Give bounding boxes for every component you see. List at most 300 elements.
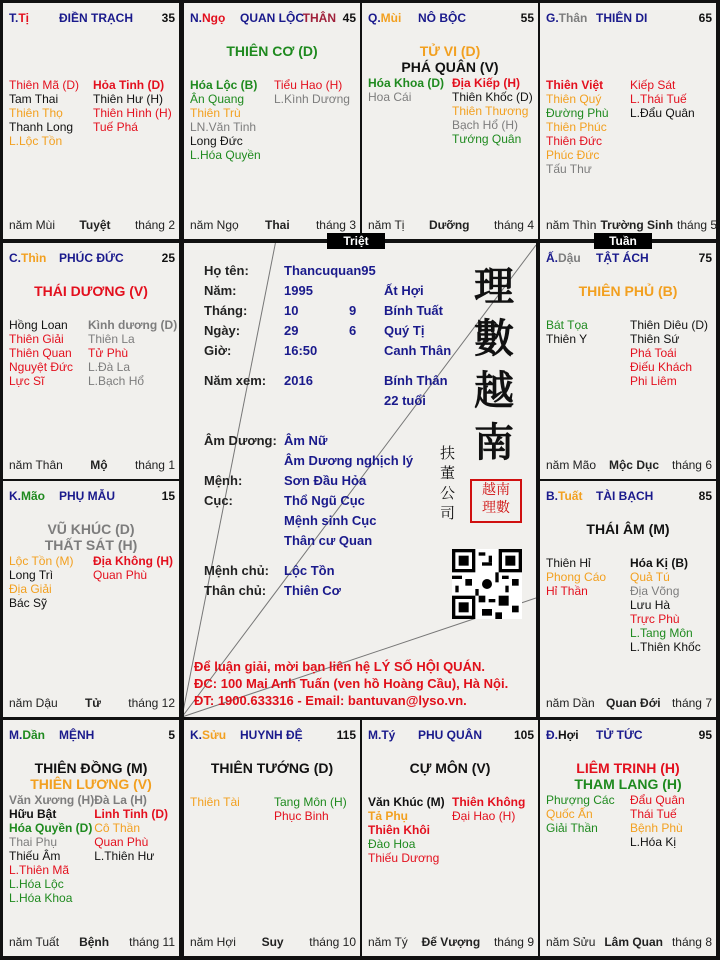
minor-star: Lực Sĩ — [9, 374, 45, 388]
cuc-label: Cục: — [204, 493, 233, 508]
minor-star: L.Thiên Hư — [94, 849, 155, 863]
minor-star: L.Đẩu Quân — [630, 106, 695, 120]
major-period-age: 75 — [698, 251, 712, 265]
star-column-right — [630, 556, 714, 654]
major-period-age: 115 — [336, 728, 356, 742]
month-label: tháng 9 — [493, 935, 534, 949]
contact-info — [194, 658, 508, 709]
name-value: Thancuquan95 — [284, 263, 376, 278]
branch-name: Sửu — [202, 728, 227, 742]
minor-star: Thiên Thương — [452, 104, 529, 118]
menh-value: Sơn Đầu Hỏa — [284, 473, 367, 488]
qr-code[interactable] — [452, 549, 522, 619]
hour-can-chi: Canh Thân — [384, 343, 452, 358]
main-star: THÁI DƯƠNG (V) — [34, 283, 148, 299]
view-year-can-chi: Bính Thân — [384, 373, 448, 388]
major-period-age: 5 — [168, 728, 175, 742]
palace-footer — [368, 218, 534, 232]
palace-cell-0[interactable] — [3, 3, 179, 239]
month-label: Tháng: — [204, 303, 248, 318]
life-stage: Dưỡng — [428, 218, 470, 232]
major-period-age: 95 — [698, 728, 712, 742]
star-column-right — [88, 318, 177, 388]
branch-name: Ngọ — [202, 11, 226, 25]
year-label: năm Thìn — [546, 218, 597, 232]
minor-star: Nguyệt Đức — [9, 360, 74, 374]
minor-star: Tướng Quân — [452, 132, 522, 146]
star-column-left — [546, 556, 630, 654]
minor-star: Thiên Quý — [546, 92, 602, 106]
life-stage: Quan Đới — [606, 696, 661, 710]
minor-star: Thiên Việt — [546, 78, 604, 92]
day-label: Ngày: — [204, 323, 241, 338]
main-stars — [540, 521, 716, 537]
tuan-marker: Tuần — [594, 233, 652, 249]
minor-star: L.Hóa Lộc — [9, 877, 64, 891]
main-star: THIÊN LƯƠNG (V) — [30, 776, 152, 792]
stem-prefix: Đ. — [546, 728, 558, 742]
palace-header — [546, 251, 712, 267]
minor-star: Bạch Hổ (H) — [452, 118, 519, 132]
minor-star: Đào Hoa — [368, 837, 416, 851]
minor-star: Thiên Trù — [190, 106, 241, 120]
star-column-left — [368, 76, 452, 146]
minor-star: Cô Thần — [94, 821, 141, 835]
main-star: THIÊN CƠ (D) — [226, 43, 318, 59]
minor-star: Phi Liêm — [630, 374, 677, 388]
minor-star: Phá Toái — [630, 346, 677, 360]
palace-header — [368, 728, 534, 744]
minor-star: Tấu Thư — [546, 162, 592, 176]
minor-star: Văn Khúc (M) — [368, 795, 445, 809]
main-star: THIÊN ĐỒNG (M) — [34, 760, 148, 776]
minor-star: Thiên Hỉ — [546, 556, 591, 570]
minor-star: Long Trì — [9, 568, 54, 582]
minor-star: Hóa Kị (B) — [630, 556, 688, 570]
minor-star: Đại Hao (H) — [452, 809, 516, 823]
palace-footer — [9, 935, 175, 949]
minor-star: Long Đức — [190, 134, 243, 148]
minor-star: Linh Tinh (D) — [94, 807, 168, 821]
minor-star: Thiếu Dương — [368, 851, 440, 865]
year-label: năm Tị — [368, 218, 405, 232]
stem-prefix: N. — [190, 11, 202, 25]
star-column-left — [368, 795, 452, 865]
year-label: năm Tuất — [9, 935, 60, 949]
minor-stars — [190, 795, 358, 823]
minor-star: Địa Võng — [630, 584, 680, 598]
cuc-note-2: Thân cư Quan — [284, 533, 373, 548]
main-star: PHÁ QUÂN (V) — [401, 59, 499, 75]
minor-star: Phúc Đức — [546, 148, 600, 162]
branch-name: Tý — [381, 728, 396, 742]
branch-name: Mão — [21, 489, 45, 503]
day-value: 29 — [284, 323, 299, 338]
branch-name: Dần — [22, 728, 46, 742]
than-chu-label: Thân chủ: — [204, 583, 267, 598]
main-star: THIÊN PHỦ (B) — [578, 283, 678, 299]
palace-name: THIÊN DI — [596, 11, 648, 25]
month-label: tháng 8 — [671, 935, 712, 949]
minor-star: Thiên Y — [546, 332, 588, 346]
stem-prefix: T. — [9, 11, 19, 25]
minor-star: L.Lộc Tồn — [9, 134, 63, 148]
menh-chu-value: Lộc Tồn — [284, 563, 335, 578]
minor-star: Phong Cáo — [546, 570, 607, 584]
year-label: năm Dậu — [9, 696, 58, 710]
minor-stars — [9, 554, 177, 610]
palace-footer — [368, 935, 534, 949]
year-value: 1995 — [284, 283, 313, 298]
palace-cell-11[interactable] — [540, 720, 716, 956]
year-label: năm Ngọ — [190, 218, 239, 232]
main-stars — [362, 760, 538, 776]
day-can-chi: Quý Tị — [384, 323, 425, 338]
palace-header — [9, 728, 175, 744]
life-stage: Đế Vượng — [421, 935, 481, 949]
life-stage: Thai — [264, 218, 290, 232]
day-lunar: 6 — [349, 323, 357, 338]
month-label: tháng 12 — [128, 696, 175, 710]
star-column-left — [546, 78, 630, 176]
minor-stars — [9, 78, 177, 148]
minor-star: Trực Phù — [630, 612, 680, 626]
month-can-chi: Bính Tuất — [384, 303, 443, 318]
minor-stars — [9, 793, 177, 905]
palace-name: NÔ BỘC — [418, 11, 466, 25]
info-panel — [184, 243, 536, 717]
minor-star: Thiên Quan — [9, 346, 72, 360]
star-column-left — [190, 795, 274, 823]
year-can-chi: Ất Hợi — [384, 283, 424, 298]
palace-footer — [9, 218, 175, 232]
minor-star: Quốc Ấn — [546, 807, 593, 821]
minor-star: Bệnh Phù — [630, 821, 683, 835]
minor-star: L.Thiên Khốc — [630, 640, 701, 654]
life-stage: Suy — [261, 935, 284, 949]
minor-star: Điếu Khách — [630, 360, 693, 374]
minor-star: Thiên Mã (D) — [9, 78, 80, 92]
palace-footer — [546, 218, 718, 232]
minor-star: Thiên Đức — [546, 134, 603, 148]
minor-star: Quan Phù — [94, 835, 149, 849]
minor-star: L.Thái Tuế — [630, 92, 687, 106]
main-stars — [3, 760, 179, 792]
main-star: THÁI ÂM (M) — [586, 521, 670, 537]
palace-footer — [9, 696, 175, 710]
star-column-right — [452, 795, 536, 865]
month-label: tháng 7 — [671, 696, 712, 710]
palace-header — [190, 728, 356, 744]
branch-name: Hợi — [558, 728, 579, 742]
year-label: năm Sửu — [546, 935, 596, 949]
hour-value: 16:50 — [284, 343, 318, 358]
main-star: VŨ KHÚC (D) — [47, 521, 135, 537]
minor-star: L.Hóa Kị — [630, 835, 677, 849]
minor-star: Hóa Lộc (B) — [190, 78, 258, 92]
star-column-left — [190, 78, 274, 162]
minor-star: Hỉ Thần — [546, 584, 588, 598]
month-label: tháng 5 — [677, 218, 718, 232]
palace-name: PHU QUÂN — [418, 728, 483, 742]
palace-footer — [9, 458, 175, 472]
palace-cell-10[interactable] — [362, 720, 538, 956]
major-period-age: 35 — [161, 11, 175, 25]
minor-star: Thiên Sứ — [630, 332, 680, 346]
stem-prefix: K. — [190, 728, 202, 742]
main-star: THAM LANG (H) — [574, 776, 682, 792]
minor-star: Thái Tuế — [630, 807, 677, 821]
palace-footer — [190, 935, 356, 949]
main-star: THẤT SÁT (H) — [44, 537, 138, 553]
palace-cell-8[interactable] — [3, 720, 179, 956]
life-stage: Mộc Dục — [608, 458, 659, 472]
minor-star: Quan Phù — [93, 568, 148, 582]
minor-stars — [9, 318, 177, 388]
year-label: năm Thân — [9, 458, 63, 472]
palace-cell-6[interactable] — [3, 481, 179, 717]
palace-footer — [546, 696, 712, 710]
star-column-left — [9, 554, 93, 610]
menh-chu-label: Mệnh chủ: — [204, 563, 269, 578]
life-stage: Tuyệt — [79, 218, 111, 232]
contact-phone-email[interactable]: ĐT: 1900.633316 - Email: bantuvan@lyso.vn. — [194, 693, 467, 708]
minor-star: Thiên Hình (H) — [93, 106, 172, 120]
main-stars — [3, 521, 179, 553]
can-chi-values — [384, 281, 451, 411]
minor-star: Lưu Hà — [630, 598, 671, 612]
minor-star: Hồng Loan — [9, 318, 68, 332]
minor-star: Tam Thai — [9, 92, 59, 106]
cuc-value: Thổ Ngũ Cục — [284, 493, 365, 508]
main-stars — [540, 760, 716, 792]
main-stars — [184, 43, 360, 59]
minor-star: Thiếu Âm — [9, 849, 61, 863]
minor-star: Thiên Phúc — [546, 120, 607, 134]
major-period-age: 105 — [513, 728, 534, 742]
month-value: 10 — [284, 303, 299, 318]
minor-stars — [546, 793, 714, 849]
minor-star: Thiên Hư (H) — [93, 92, 164, 106]
palace-cell-3[interactable] — [540, 3, 716, 239]
minor-star: Tiểu Hao (H) — [274, 78, 343, 92]
minor-star: Thiên Không — [452, 795, 526, 809]
minor-star: Đường Phù — [546, 106, 609, 120]
minor-stars — [546, 318, 714, 388]
minor-star: Thai Phụ — [9, 835, 58, 849]
cuc-note-1: Mệnh sinh Cục — [284, 513, 377, 528]
red-seal: 越南 理數 — [470, 479, 522, 523]
star-column-left — [9, 78, 93, 148]
minor-star: Đẩu Quân — [630, 793, 685, 807]
main-star: LIÊM TRINH (H) — [576, 760, 680, 776]
year-label: năm Dần — [546, 696, 595, 710]
minor-star: Tử Phù — [88, 346, 129, 360]
minor-star: Phục Binh — [274, 809, 329, 823]
minor-star: Tả Phụ — [368, 809, 409, 823]
minor-star: Kiếp Sát — [630, 78, 676, 92]
minor-star: Hữu Bật — [9, 807, 57, 821]
minor-star: Bát Tọa — [546, 318, 588, 332]
palace-name: PHÚC ĐỨC — [59, 251, 124, 265]
major-period-age: 25 — [161, 251, 175, 265]
star-column-right — [630, 318, 714, 388]
minor-star: Hóa Khoa (D) — [368, 76, 444, 90]
stem-prefix: K. — [9, 489, 21, 503]
minor-star: Thiên Thọ — [9, 106, 63, 120]
lunar-values — [349, 301, 356, 341]
palace-cell-5[interactable] — [540, 243, 716, 479]
major-period-age: 85 — [698, 489, 712, 503]
palace-header — [9, 489, 175, 505]
minor-star: Kình dương (D) — [88, 318, 178, 332]
star-column-left — [546, 318, 630, 388]
minor-star: L.Đà La — [88, 360, 131, 374]
minor-star: L.Thiên Mã — [9, 863, 70, 877]
minor-star: Đà La (H) — [94, 793, 147, 807]
star-column-right — [630, 78, 714, 176]
amduong-label: Âm Dương: — [204, 433, 277, 448]
info-labels — [204, 261, 277, 601]
life-stage: Tử — [84, 696, 101, 710]
amduong-note: Âm Dương nghịch lý — [284, 453, 414, 468]
branch-name: Tị — [18, 11, 30, 25]
palace-footer — [546, 935, 712, 949]
minor-star: L.Kình Dương — [274, 92, 350, 106]
major-period-age: 15 — [161, 489, 175, 503]
company-name-cn: 扶董公司 — [440, 444, 456, 522]
minor-star: Thiên Khôi — [368, 823, 430, 837]
star-column-right — [274, 795, 358, 823]
star-column-right — [94, 793, 177, 905]
palace-cell-1[interactable] — [184, 3, 360, 239]
palace-name: ĐIỀN TRẠCH — [59, 11, 133, 25]
hour-label: Giờ: — [204, 343, 232, 358]
minor-stars — [368, 795, 536, 865]
life-stage: Trường Sinh — [600, 218, 674, 232]
contact-line-1: Để luận giải, mời bạn liên hệ LÝ SỐ HỘI QUÁN. — [194, 659, 485, 674]
minor-stars — [546, 78, 714, 176]
branch-name: Thân — [558, 11, 588, 25]
palace-cell-7[interactable] — [540, 481, 716, 717]
star-column-left — [9, 793, 94, 905]
palace-header — [546, 728, 712, 744]
triet-marker: Triệt — [327, 233, 385, 249]
palace-header — [9, 251, 175, 267]
main-star: TỬ VI (D) — [419, 43, 481, 59]
view-year-value: 2016 — [284, 373, 313, 388]
minor-star: Thiên Tài — [190, 795, 240, 809]
month-label: tháng 2 — [134, 218, 175, 232]
minor-star: Thiên Khốc (D) — [452, 90, 533, 104]
branch-name: Dậu — [558, 251, 581, 265]
star-column-right — [274, 78, 358, 162]
minor-star: Địa Không (H) — [93, 554, 173, 568]
age-value: 22 tuổi — [384, 393, 426, 408]
palace-cell-9[interactable] — [184, 720, 360, 956]
minor-star: Thiên La — [88, 332, 135, 346]
stem-prefix: M. — [368, 728, 382, 742]
view-year-label: Năm xem: — [204, 373, 267, 388]
month-lunar: 9 — [349, 303, 357, 318]
minor-star: LN.Văn Tinh — [190, 120, 257, 134]
star-column-right — [452, 76, 536, 146]
star-column-right — [93, 554, 177, 610]
than-marker: THÂN — [302, 11, 336, 25]
major-period-age: 55 — [520, 11, 534, 25]
year-label: năm Tý — [368, 935, 408, 949]
amduong-value: Âm Nữ — [284, 433, 328, 448]
minor-star: L.Bạch Hổ — [88, 374, 145, 388]
stem-prefix: G. — [546, 11, 559, 25]
year-label: Năm: — [204, 283, 237, 298]
palace-header — [546, 489, 712, 505]
calligraphy-logo: 理數越南 — [474, 263, 514, 466]
minor-star: Lộc Tồn (M) — [9, 554, 74, 568]
stem-prefix: B. — [546, 489, 558, 503]
stem-prefix: M. — [9, 728, 23, 742]
palace-header — [9, 11, 175, 27]
palace-footer — [190, 218, 356, 232]
minor-star: L.Tang Môn — [630, 626, 693, 640]
main-stars — [184, 760, 360, 776]
minor-star: Giải Thần — [546, 821, 598, 835]
minor-star: Văn Xương (H) — [9, 793, 95, 807]
main-stars — [3, 283, 179, 299]
palace-name: PHỤ MẪU — [59, 489, 115, 503]
minor-star: L.Hóa Quyền — [190, 148, 261, 162]
life-stage: Bệnh — [79, 935, 110, 949]
palace-cell-4[interactable] — [3, 243, 179, 479]
branch-name: Tuất — [558, 489, 583, 503]
major-period-age: 65 — [698, 11, 712, 25]
palace-name: MỆNH — [59, 728, 95, 742]
palace-cell-2[interactable] — [362, 3, 538, 239]
branch-name: Thìn — [21, 251, 47, 265]
year-label: năm Hợi — [190, 935, 236, 949]
main-star: THIÊN TƯỚNG (D) — [210, 760, 334, 776]
minor-star: L.Hóa Khoa — [9, 891, 73, 905]
palace-name: HUYNH ĐỆ — [240, 728, 303, 742]
main-star: CỰ MÔN (V) — [409, 760, 491, 776]
minor-star: Thiên Diêu (D) — [630, 318, 709, 332]
minor-star: Thiên Giải — [9, 332, 64, 346]
month-label: tháng 11 — [129, 935, 175, 949]
palace-name: TỬ TỨC — [596, 728, 643, 742]
menh-label: Mệnh: — [204, 473, 243, 488]
star-column-left — [9, 318, 88, 388]
month-label: tháng 10 — [309, 935, 356, 949]
minor-stars — [190, 78, 358, 162]
year-label: năm Mão — [546, 458, 597, 472]
minor-star: Bác Sỹ — [9, 596, 48, 610]
contact-address: ĐC: 100 Mai Anh Tuấn (ven hồ Hoàng Cầu), Hà Nội. — [194, 676, 509, 691]
stem-prefix: C. — [9, 251, 21, 265]
minor-star: Địa Kiếp (H) — [452, 76, 521, 90]
minor-stars — [546, 556, 714, 654]
palace-name: QUAN LỘC — [240, 11, 304, 25]
minor-star: Hoa Cái — [368, 90, 412, 104]
month-label: tháng 6 — [671, 458, 712, 472]
than-chu-value: Thiên Cơ — [284, 583, 341, 598]
palace-name: TẬT ÁCH — [596, 251, 649, 265]
minor-star: Hóa Quyền (D) — [9, 821, 93, 835]
palace-header — [546, 11, 712, 27]
life-stage: Mộ — [90, 458, 108, 472]
main-stars — [362, 43, 538, 75]
palace-name: TÀI BẠCH — [596, 489, 654, 503]
minor-star: Phượng Các — [546, 793, 615, 807]
